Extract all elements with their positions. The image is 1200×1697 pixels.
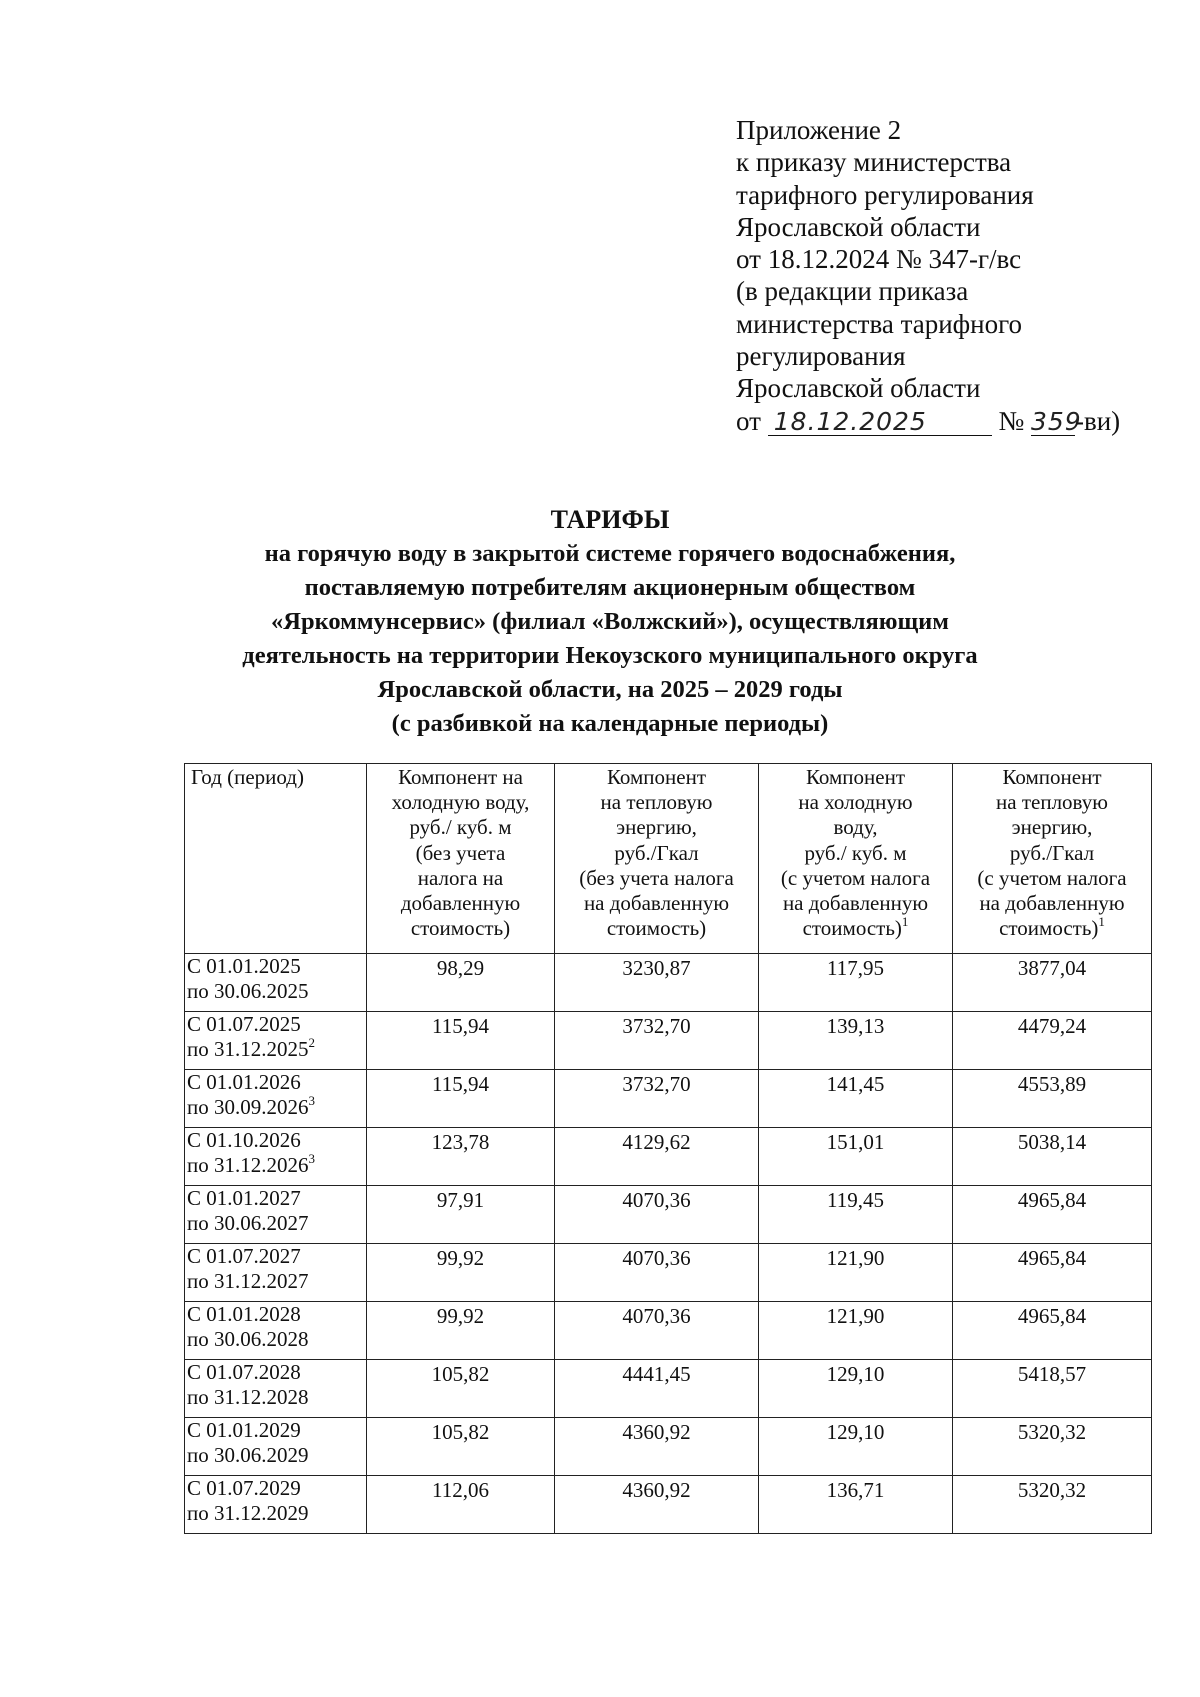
value-cell: 4129,62 [555, 1128, 759, 1186]
header-text-line: Компонент [805, 765, 906, 789]
value-cell: 141,45 [759, 1070, 953, 1128]
document-title [200, 503, 1020, 741]
table-row [185, 1302, 1152, 1360]
value-cell: 129,10 [759, 1360, 953, 1418]
value-cell: 117,95 [759, 954, 953, 1012]
footnote-mark: 1 [901, 914, 909, 930]
value-cell: 3732,70 [555, 1070, 759, 1128]
value-cell: 98,29 [367, 954, 555, 1012]
appendix-line: тарифного регулирования [736, 179, 1034, 210]
column-header-4 [759, 764, 953, 954]
value-cell: 4360,92 [555, 1476, 759, 1534]
value-cell: 4070,36 [555, 1186, 759, 1244]
table-row [185, 1012, 1152, 1070]
title-line: поставляемую потребителям акционерным обществом [304, 574, 916, 601]
value-cell: 115,94 [367, 1012, 555, 1070]
appendix-line: к приказу министерства [736, 147, 1012, 178]
tariffs-table [184, 763, 1152, 1534]
value-cell: 5038,14 [953, 1128, 1152, 1186]
header-text-line: на тепловую [600, 790, 713, 815]
header-text-line: стоимость) [802, 916, 902, 941]
header-text-line: на добавленную [782, 891, 929, 916]
value-cell: 4360,92 [555, 1418, 759, 1476]
table-body [185, 954, 1152, 1534]
value-cell: 115,94 [367, 1070, 555, 1128]
period-cell [185, 1012, 367, 1070]
handwritten-number: 359 [1030, 406, 1082, 436]
header-text-line: (без учета [415, 840, 506, 865]
title-line: «Яркоммунсервис» (филиал «Волжский»), осуществляющим [271, 608, 949, 635]
value-cell: 3877,04 [953, 954, 1152, 1012]
value-cell: 129,10 [759, 1418, 953, 1476]
period-cell [185, 1186, 367, 1244]
value-cell: 123,78 [367, 1128, 555, 1186]
value-cell: 4965,84 [953, 1186, 1152, 1244]
header-text-line: на добавленную [583, 891, 730, 916]
footnote-mark: 2 [308, 1035, 315, 1050]
period-cell [185, 1360, 367, 1418]
table-row [185, 1244, 1152, 1302]
period-to: по 30.06.2027 [187, 1211, 309, 1235]
period-from: С 01.07.2027 [187, 1244, 301, 1268]
appendix-line: от 18.12.2024 № 347-г/вс [736, 244, 1022, 275]
period-cell [185, 1302, 367, 1360]
header-text-line: руб./Гкал [614, 840, 699, 865]
value-cell: 4070,36 [555, 1244, 759, 1302]
header-text-line: налога на [417, 865, 504, 890]
period-to: по 31.12.2029 [187, 1501, 309, 1525]
header-text-line: руб./Гкал [1009, 840, 1095, 865]
value-cell: 112,06 [367, 1476, 555, 1534]
period-to: по 31.12.2025 [187, 1037, 309, 1061]
header-text-line: Год (период) [191, 765, 304, 789]
value-cell: 99,92 [367, 1244, 555, 1302]
amendment-prefix: от [736, 405, 761, 436]
value-cell: 97,91 [367, 1186, 555, 1244]
column-header-5 [953, 764, 1152, 954]
appendix-line: Ярославской области [736, 373, 981, 404]
period-to: по 30.06.2029 [187, 1443, 309, 1467]
footnote-mark: 1 [1098, 914, 1105, 930]
title-heading: ТАРИФЫ [550, 505, 670, 534]
header-text-line: стоимость) [999, 916, 1099, 941]
period-cell [185, 1476, 367, 1534]
table-row [185, 1476, 1152, 1534]
period-from: С 01.01.2029 [187, 1418, 301, 1442]
header-text-line: Компонент [606, 765, 707, 789]
header-text-line: на холодную [798, 790, 913, 815]
value-cell: 151,01 [759, 1128, 953, 1186]
table-row [185, 1186, 1152, 1244]
table-header-row [185, 764, 1152, 954]
header-text-line: стоимость) [410, 916, 511, 941]
period-from: С 01.01.2027 [187, 1186, 301, 1210]
header-text-line: (с учетом налога [977, 865, 1127, 890]
number-suffix: -ви) [1074, 405, 1121, 436]
header-text-line: холодную воду, [391, 790, 530, 815]
appendix-line: Приложение 2 [736, 115, 902, 145]
header-text-line: энергию, [1011, 815, 1093, 840]
value-cell: 3732,70 [555, 1012, 759, 1070]
period-cell [185, 1070, 367, 1128]
header-text-line: (без учета налога [579, 865, 734, 890]
header-text-line: Компонент [1002, 765, 1102, 789]
value-cell: 4553,89 [953, 1070, 1152, 1128]
column-header-3 [555, 764, 759, 954]
value-cell: 5320,32 [953, 1418, 1152, 1476]
title-line: Ярославской области, на 2025 – 2029 годы [377, 676, 843, 703]
column-header-1 [185, 764, 367, 954]
title-line: деятельность на территории Некоузского муниципального округа [242, 642, 978, 669]
value-cell: 136,71 [759, 1476, 953, 1534]
period-to: по 31.12.2027 [187, 1269, 309, 1293]
value-cell: 4070,36 [555, 1302, 759, 1360]
value-cell: 4965,84 [953, 1302, 1152, 1360]
table-row [185, 1360, 1152, 1418]
appendix-line: регулирования [736, 341, 906, 372]
header-text-line: добавленную [400, 891, 521, 916]
period-cell [185, 1244, 367, 1302]
value-cell: 105,82 [367, 1360, 555, 1418]
period-from: С 01.07.2028 [187, 1360, 301, 1384]
period-cell [185, 1418, 367, 1476]
appendix-line: министерства тарифного [736, 308, 1023, 339]
column-header-2 [367, 764, 555, 954]
value-cell: 5418,57 [953, 1360, 1152, 1418]
period-to: по 31.12.2026 [187, 1153, 309, 1177]
table-row [185, 954, 1152, 1012]
period-cell [185, 1128, 367, 1186]
header-text-line: воду, [833, 815, 878, 840]
footnote-mark: 3 [308, 1151, 315, 1166]
period-to: по 31.12.2028 [187, 1385, 309, 1409]
value-cell: 121,90 [759, 1302, 953, 1360]
header-text-line: Компонент на [398, 765, 523, 789]
period-from: С 01.07.2029 [187, 1476, 301, 1500]
value-cell: 4441,45 [555, 1360, 759, 1418]
period-to: по 30.09.2026 [187, 1095, 309, 1119]
header-text-line: (с учетом налога [780, 865, 931, 890]
header-text-line: стоимость) [606, 916, 707, 941]
title-line: на горячую воду в закрытой системе горячего водоснабжения, [264, 540, 956, 567]
table-row [185, 1128, 1152, 1186]
footnote-mark: 3 [308, 1093, 315, 1108]
number-sign: № [998, 405, 1025, 436]
period-from: С 01.01.2026 [187, 1070, 301, 1094]
value-cell: 105,82 [367, 1418, 555, 1476]
appendix-line: Ярославской области [736, 211, 981, 242]
value-cell: 3230,87 [555, 954, 759, 1012]
period-from: С 01.01.2028 [187, 1302, 301, 1326]
value-cell: 121,90 [759, 1244, 953, 1302]
value-cell: 5320,32 [953, 1476, 1152, 1534]
table-row [185, 1418, 1152, 1476]
header-text-line: руб./ куб. м [409, 815, 512, 840]
header-text-line: руб./ куб. м [804, 840, 907, 865]
appendix-block [736, 114, 1156, 437]
value-cell: 4479,24 [953, 1012, 1152, 1070]
header-text-line: на добавленную [979, 891, 1125, 916]
period-cell [185, 954, 367, 1012]
title-line: (с разбивкой на календарные периоды) [391, 710, 829, 737]
period-to: по 30.06.2028 [187, 1327, 309, 1351]
value-cell: 139,13 [759, 1012, 953, 1070]
period-from: С 01.01.2025 [187, 954, 301, 978]
value-cell: 99,92 [367, 1302, 555, 1360]
handwritten-date: 18.12.2025 [768, 409, 992, 436]
period-from: С 01.07.2025 [187, 1012, 301, 1036]
header-text-line: на тепловую [996, 790, 1108, 815]
period-to: по 30.06.2025 [187, 979, 309, 1003]
appendix-amendment-line [736, 405, 1156, 437]
appendix-line: (в редакции приказа [736, 276, 969, 307]
table-row [185, 1070, 1152, 1128]
value-cell: 4965,84 [953, 1244, 1152, 1302]
period-from: С 01.10.2026 [187, 1128, 301, 1152]
header-text-line: энергию, [616, 815, 697, 840]
value-cell: 119,45 [759, 1186, 953, 1244]
